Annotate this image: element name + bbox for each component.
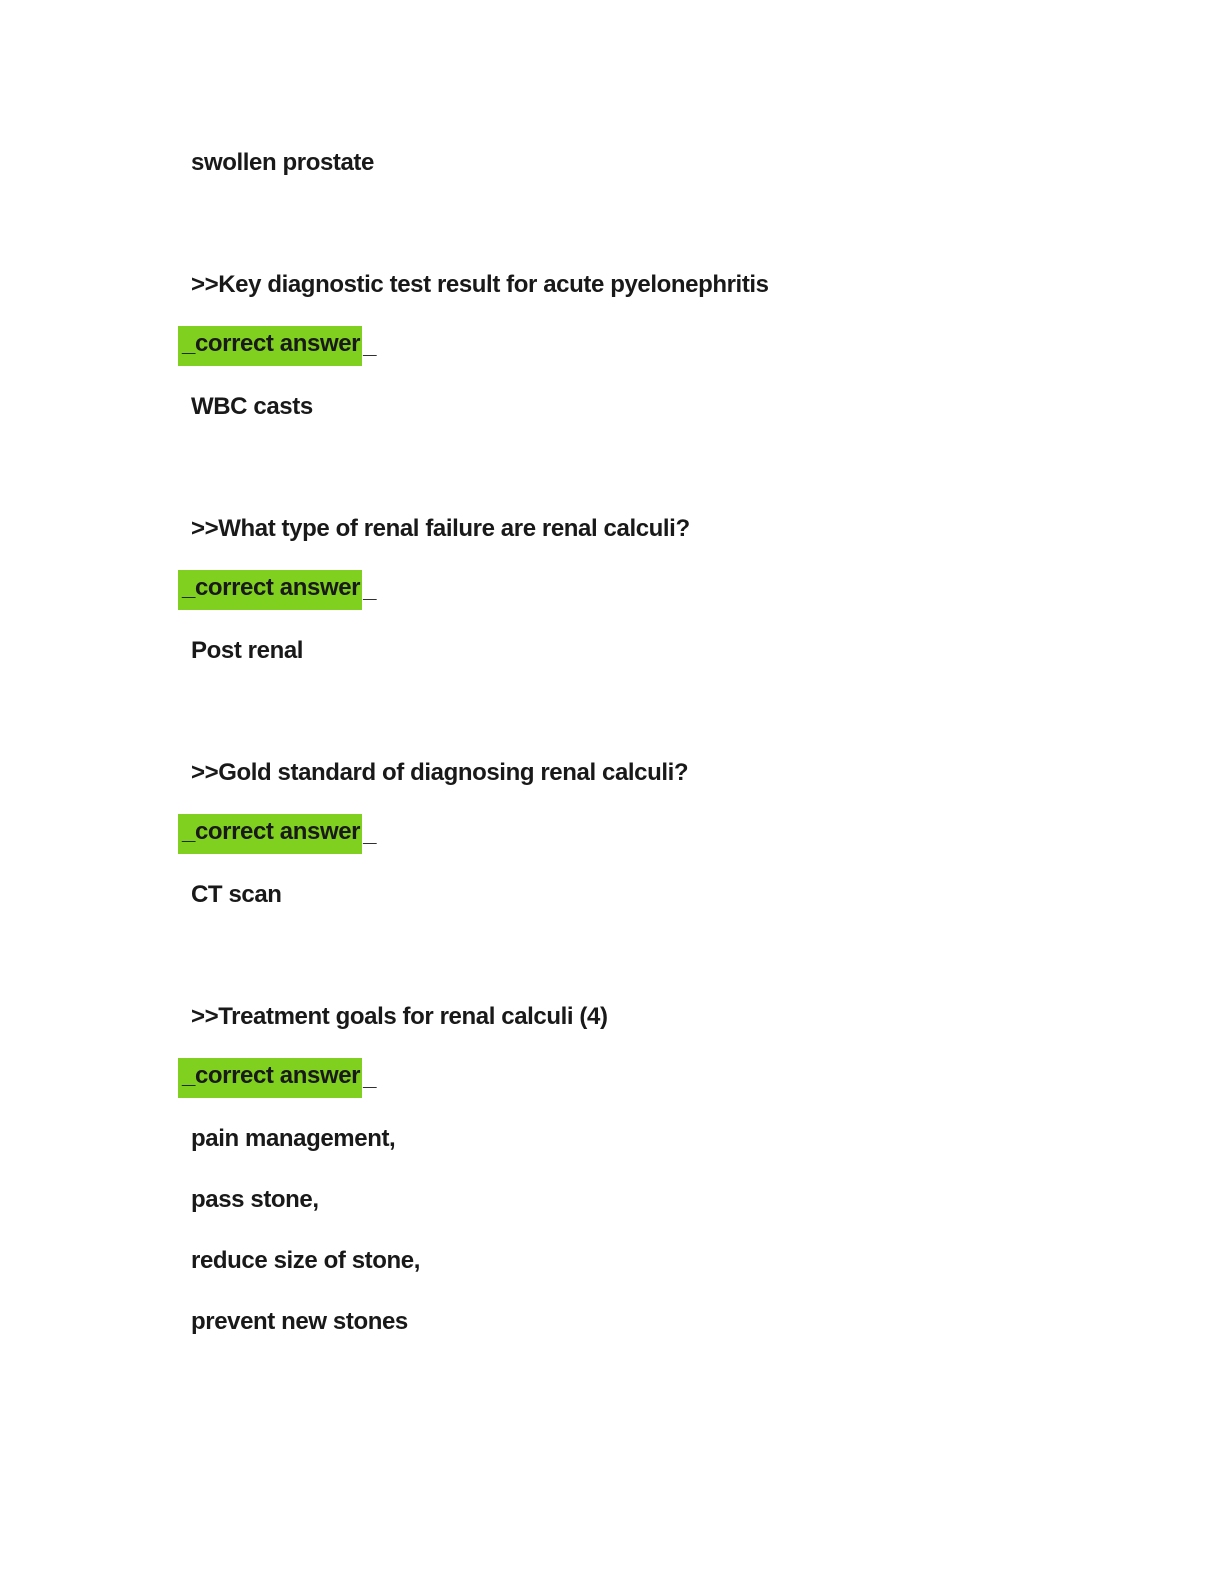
answer-text: CT scan bbox=[191, 880, 282, 908]
answer-text: pain management, bbox=[191, 1124, 396, 1152]
answer-text: pass stone, bbox=[191, 1185, 319, 1213]
answer-text: swollen prostate bbox=[191, 148, 374, 176]
correct-answer-line bbox=[182, 1047, 1165, 1108]
correct-answer-line bbox=[182, 559, 1165, 620]
correct-answer-highlight-tail: _ bbox=[363, 575, 377, 603]
correct-answer-highlight-tail: _ bbox=[363, 1063, 377, 1091]
qa-block bbox=[182, 986, 1165, 1352]
qa-list bbox=[182, 254, 1165, 1352]
correct-answer-line bbox=[182, 803, 1165, 864]
answer-text: WBC casts bbox=[191, 392, 313, 420]
correct-answer-highlight: _correct answer bbox=[178, 326, 362, 366]
qa-block bbox=[182, 254, 1165, 437]
correct-answer-line bbox=[182, 315, 1165, 376]
question-text: >>Key diagnostic test result for acute pyelonephritis bbox=[191, 270, 769, 298]
correct-answer-highlight: _correct answer bbox=[178, 1058, 362, 1098]
question-text: >>Treatment goals for renal calculi (4) bbox=[191, 1002, 608, 1030]
qa-block bbox=[182, 742, 1165, 925]
question-text: >>What type of renal failure are renal calculi? bbox=[191, 514, 690, 542]
answer-text: reduce size of stone, bbox=[191, 1246, 420, 1274]
correct-answer-highlight: _correct answer bbox=[178, 814, 362, 854]
correct-answer-highlight: _correct answer bbox=[178, 570, 362, 610]
qa-block bbox=[182, 498, 1165, 681]
answer-text: Post renal bbox=[191, 636, 304, 664]
question-text: >>Gold standard of diagnosing renal calculi? bbox=[191, 758, 689, 786]
correct-answer-highlight-tail: _ bbox=[363, 331, 377, 359]
correct-answer-highlight-tail: _ bbox=[363, 819, 377, 847]
answer-text: prevent new stones bbox=[191, 1307, 408, 1335]
